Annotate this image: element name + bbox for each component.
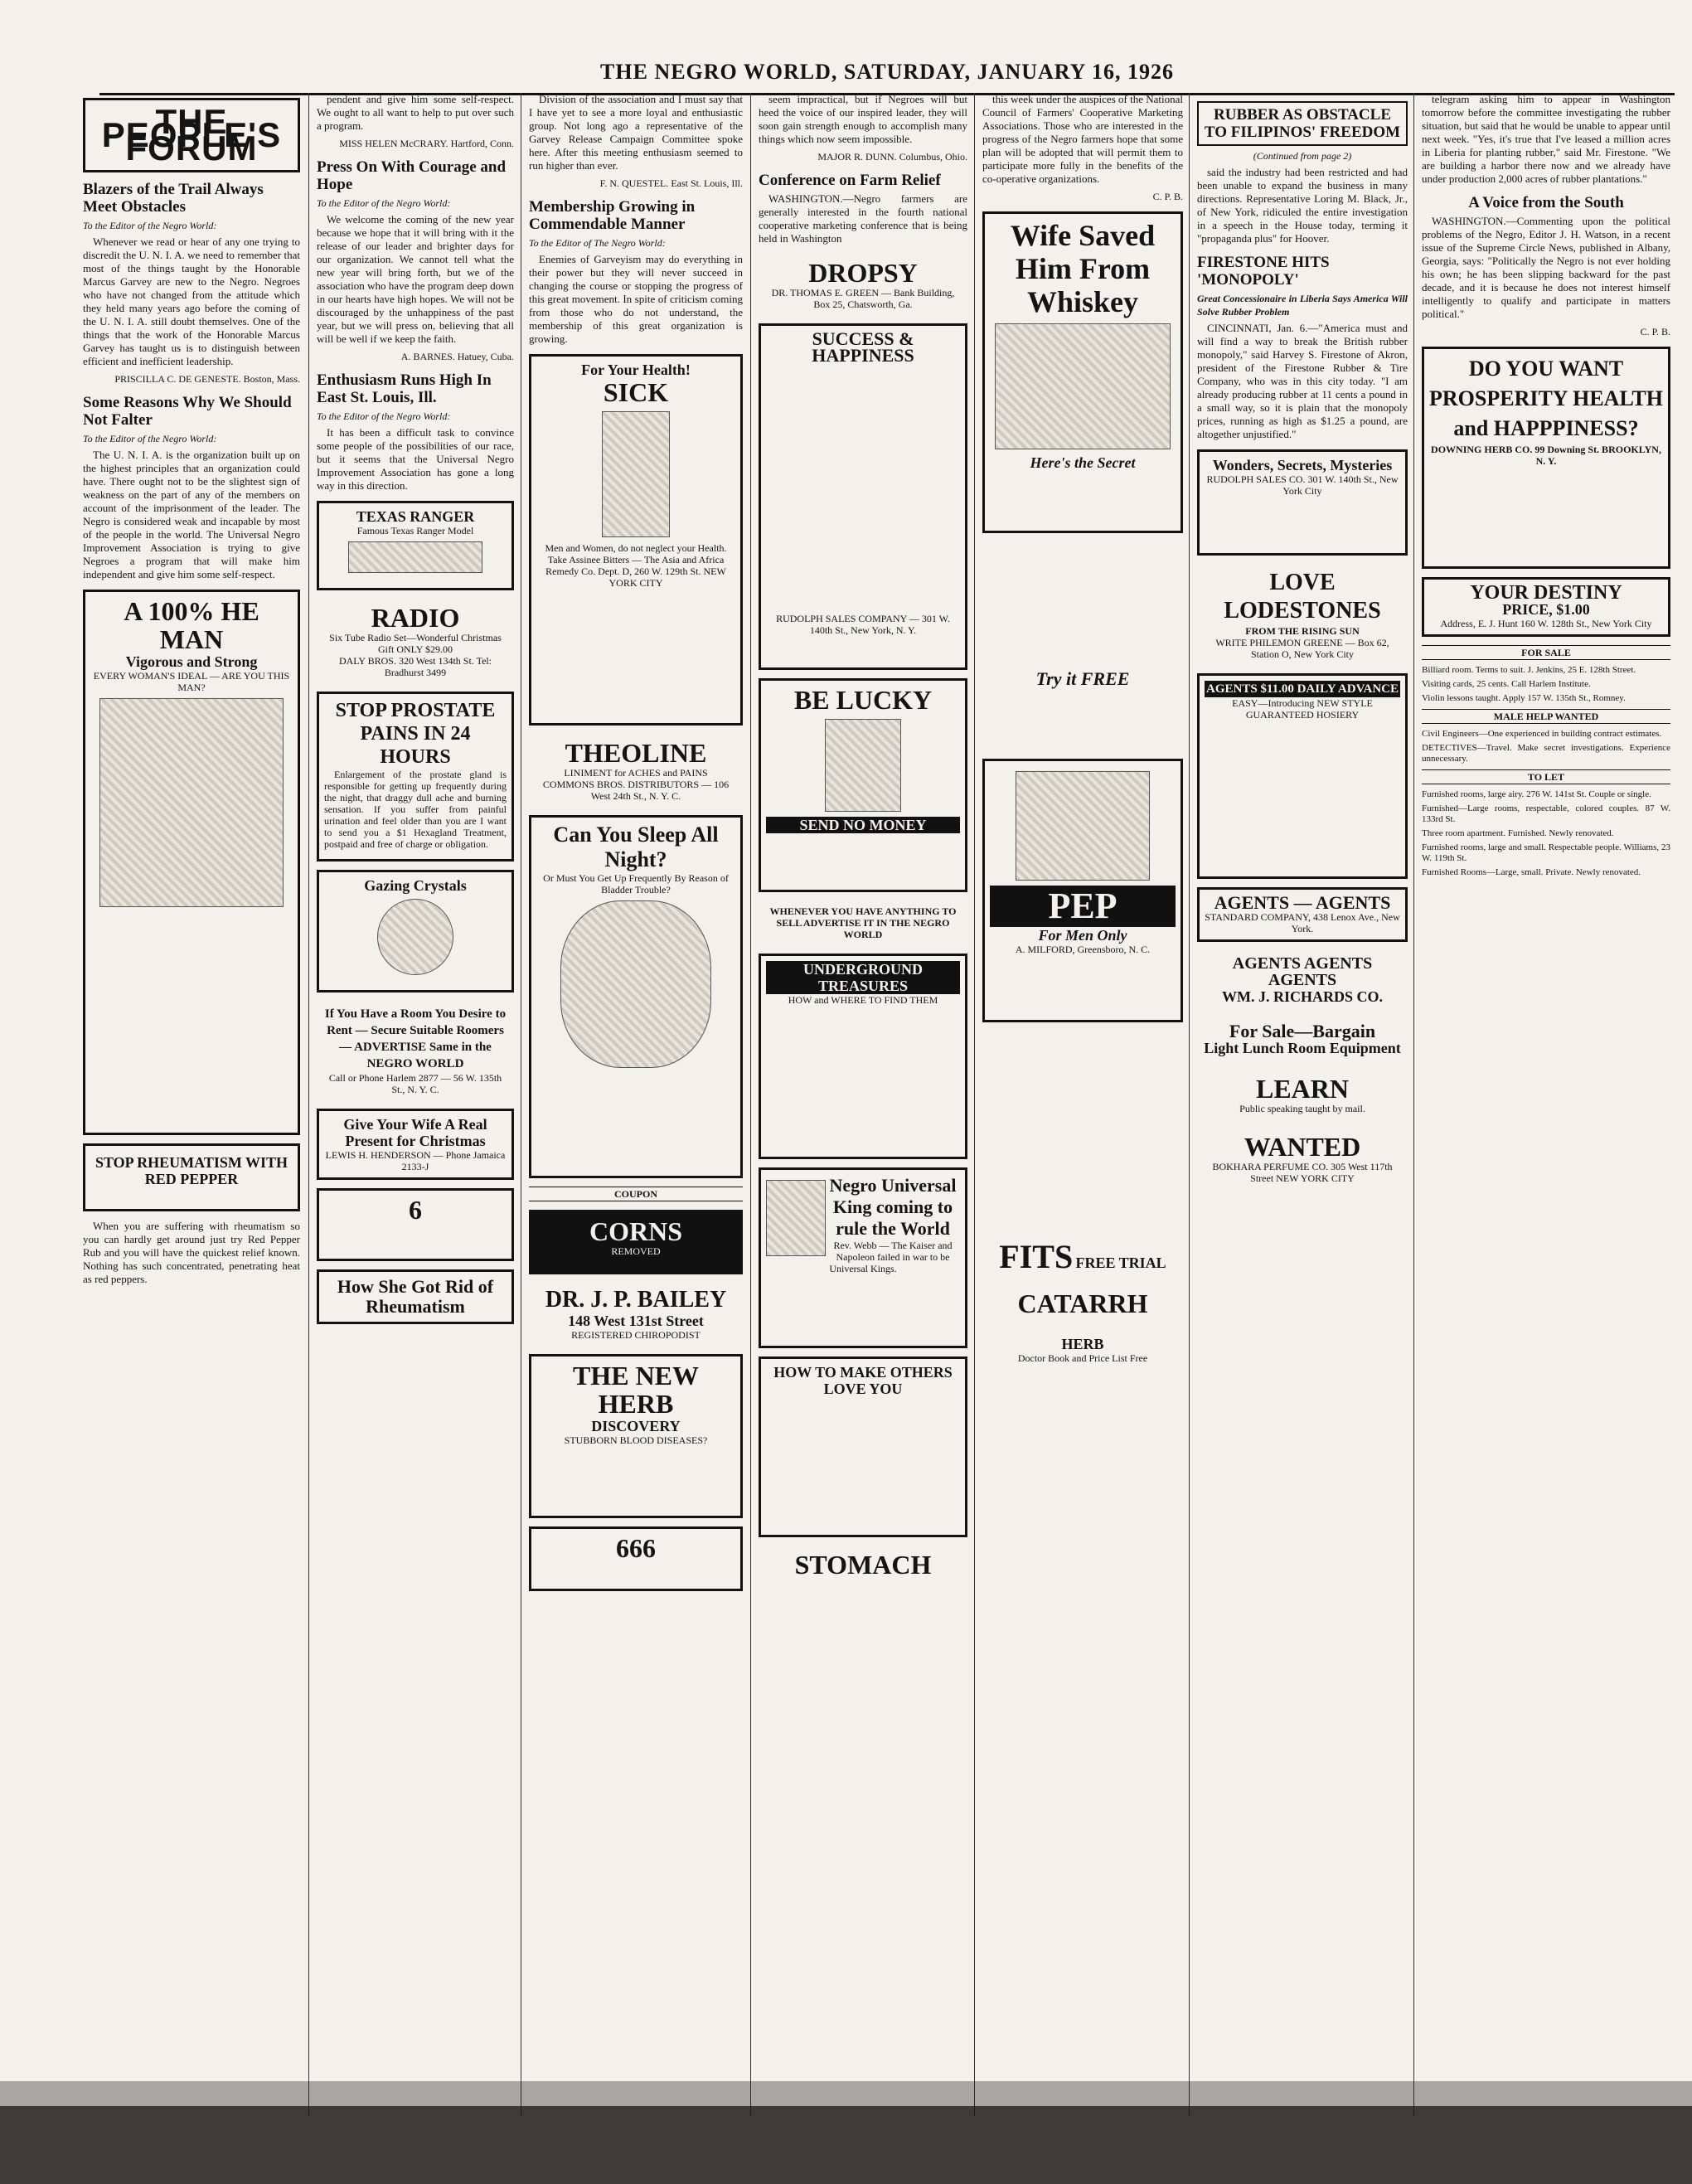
ad-headline: THEOLINE <box>565 738 707 768</box>
ad-headline: DO YOU WANT PROSPERITY HEALTH and HAPPPINESS? <box>1429 357 1663 440</box>
dropsy-ad <box>759 254 967 315</box>
ad-subhead: LINIMENT for ACHES and PAINS <box>564 767 708 779</box>
assinee-bitters-ad <box>529 354 743 726</box>
classified-item: Furnished rooms, large airy. 276 W. 141st St. Couple or single. <box>1422 789 1651 799</box>
love-you-ad <box>759 1357 967 1537</box>
classified-item: Civil Engineers—One experienced in building contract estimates. <box>1422 729 1662 739</box>
universal-king-ad <box>759 1167 967 1348</box>
he-man-ad <box>83 590 300 1135</box>
article-salutation: To the Editor of The Negro World: <box>529 237 666 249</box>
ad-headline: FITS <box>999 1238 1074 1275</box>
ad-headline: Give Your Wife A Real Present for Christmas <box>343 1116 487 1149</box>
article-salutation: To the Editor of the Negro World: <box>317 410 451 422</box>
article-signature: C. P. B. <box>1640 326 1670 337</box>
ad-headline: BE LUCKY <box>793 685 933 715</box>
classified-item: Furnished Rooms—Large, small. Private. Newly renovated. <box>1422 867 1641 877</box>
column-rule <box>974 93 975 2116</box>
ad-text: WHENEVER YOU HAVE ANYTHING TO SELL ADVERTISE IT IN THE NEGRO WORLD <box>769 905 957 940</box>
ad-subhead: WM. J. RICHARDS CO. <box>1221 988 1383 1005</box>
ad-text: Public speaking taught by mail. <box>1239 1103 1365 1114</box>
article-signature: PRISCILLA C. DE GENESTE. Boston, Mass. <box>114 373 300 385</box>
ad-headline: DR. J. P. BAILEY <box>545 1287 727 1313</box>
666-ad <box>529 1526 743 1591</box>
coin-illustration <box>825 719 901 812</box>
family-illustration <box>995 323 1171 449</box>
ad-text: Doctor Book and Price List Free <box>1017 1352 1148 1364</box>
ad-headline: Try it FREE <box>1035 668 1130 689</box>
revolver-6-ad <box>317 1188 514 1261</box>
ad-text: Rev. Webb — The Kaiser and Napoleon failed in war to be Universal Kings. <box>829 1240 953 1274</box>
ad-headline: How She Got Rid of Rheumatism <box>337 1276 494 1317</box>
article-signature: MISS HELEN McCRARY. Hartford, Conn. <box>339 138 514 149</box>
ad-text: Men and Women, do not neglect your Health. Take Assinee Bitters — The Asia and Africa Remedy Co. Dept. D, 260 W. 129th St. NEW YORK CITY <box>545 542 727 589</box>
ad-subhead: Light Lunch Room Equipment <box>1204 1040 1401 1056</box>
article-headline: A Voice from the South <box>1468 194 1624 211</box>
column-4 <box>759 93 967 2116</box>
article-body: Division of the association and I must say that I have yet to see a more loyal and enthusiastic group. Not long ago a representative of the Garvey Release Campaign Committee spoke here. After this meeting enthusiasm seemed to run higher than ever. <box>529 93 743 172</box>
ad-body: When you are suffering with rheumatism so you can hardly get around just try Red Pepper Rub and you will have the quickest relief known. Nothing has such concentrated, penetrating heat as red peppers. <box>83 1220 300 1285</box>
article-body: Whenever we read or hear of any one trying to discredit the U. N. I. A. we need to remember that most of the things taught by the Honorable Marcus Garvey are new to the Negro. Negroes who have not changed from the attitude which they held many years ago before the coming of the U. N. I. A. still doubt themselves. One of the things that the work of the Honorable Marcus Garvey has taught us is to distinguish between efficient and inefficient leadership. <box>83 235 300 367</box>
article-salutation: To the Editor of the Negro World: <box>83 220 217 231</box>
ad-subhead: FREE TRIAL <box>1075 1255 1166 1271</box>
article-body: WASHINGTON.—Commenting upon the political problems of the Negro, Editor J. H. Watson, in a recent issue of the Supreme Circle News, published in Albany, Georgia, says: "Politically the Negro is not ever holding his own; he has been slipping backward for the past decade, and it is because he does not interest himself intelligently to qualify and participate in matters political." <box>1422 215 1670 320</box>
article-body: WASHINGTON.—Negro farmers are generally interested in the fourth national cooperative marketing conference that is being held in Washington <box>759 192 967 245</box>
column-rule <box>750 93 751 2116</box>
column-rule <box>1189 93 1190 2116</box>
stomach-ad <box>759 1546 967 1584</box>
article-body: The U. N. I. A. is the organization built up on the highest principles that an organization could have. There ought not to be the slightest sign of weakness on the part of any of the members on account of the imprisonment of the leader. The Negro is considered weak and incapable by most of the people in the world. The Universal Negro Improvement Association is trying to give Negroes a program that will make him independent and give him some self-respect. <box>83 449 300 580</box>
advertise-notice <box>759 900 967 945</box>
learn-ad <box>1197 1070 1408 1119</box>
ad-headline: TEXAS RANGER <box>356 508 475 525</box>
ad-text: RUDOLPH SALES CO. 301 W. 140th St., New York City <box>1206 473 1399 497</box>
ad-headline: AGENTS $11.00 DAILY ADVANCE <box>1205 682 1399 696</box>
ad-text: STUBBORN BLOOD DISEASES? <box>564 1434 708 1446</box>
ad-text: DALY BROS. 320 West 134th St. Tel: Bradhurst 3499 <box>338 655 492 678</box>
couple-illustration <box>99 698 284 907</box>
ad-headline: 666 <box>616 1533 656 1563</box>
article-signature: MAJOR R. DUNN. Columbus, Ohio. <box>817 151 967 163</box>
ad-headline: Wife Saved Him From Whiskey <box>1010 219 1156 318</box>
ad-headline: HERB <box>1061 1336 1104 1352</box>
ad-headline: CORNS <box>589 1216 682 1246</box>
classified-item: Furnished rooms, large and small. Respectable people. Williams, 23 W. 119th St. <box>1422 842 1670 863</box>
crystal-ball-illustration <box>377 899 453 975</box>
ad-subhead: Here's the Secret <box>1030 454 1136 471</box>
radio-ad <box>317 599 514 683</box>
article-subhead: (Continued from page 2) <box>1253 150 1352 162</box>
ad-headline: LOVE LODESTONES <box>1224 570 1381 624</box>
ad-text: WRITE PHILEMON GREENE — Box 62, Station O, New York City <box>1215 637 1389 660</box>
article-signature: A. BARNES. Hatuey, Cuba. <box>400 351 514 362</box>
article-headline: Press On With Courage and Hope <box>317 158 507 193</box>
ad-headline: Gazing Crystals <box>364 877 467 894</box>
fits-ad <box>982 1238 1183 1276</box>
ad-headline: Can You Sleep All Night? <box>553 823 719 871</box>
ad-subhead: 148 West 131st Street <box>568 1313 704 1329</box>
article-body: We welcome the coming of the new year because we hope that it will bring with it the release of our leader and brighter days for our organization. We cannot tell what the new year will bring forth, but we of the association who have the program deep down in our hearts have high hopes. We will not be discouraged by the unhappiness of the past year, but we will press on, believing that all will be well if we keep the faith. <box>317 213 514 345</box>
ad-text: BOKHARA PERFUME CO. 305 West 117th Street NEW YORK CITY <box>1212 1161 1393 1184</box>
ad-subhead: SEND NO MONEY <box>766 817 960 833</box>
agents-richards-ad <box>1197 950 1408 1010</box>
ad-headline: SICK <box>603 377 669 407</box>
article-headline: Some Reasons Why We Should Not Falter <box>83 394 292 429</box>
ad-headline: AGENTS AGENTS AGENTS <box>1232 954 1373 989</box>
christmas-present-ad <box>317 1109 514 1180</box>
sleep-ad <box>529 815 743 1178</box>
ad-text: COMMONS BROS. DISTRIBUTORS — 106 West 24th St., N. Y. C. <box>542 779 730 802</box>
scan-smear <box>0 2081 1692 2106</box>
ad-headline: DROPSY <box>808 258 918 288</box>
ad-text: A. MILFORD, Greensboro, N. C. <box>1015 944 1151 955</box>
texas-ranger-ad <box>317 501 514 590</box>
ad-body: Enlargement of the prostate gland is responsible for getting up frequently during the night, that draggy dull ache and burning sensation. If you suffer from painful urination and feel older than you are I want to send you a $1 Hexagland Treatment, postpaid and free of charge or obligation. <box>324 769 507 850</box>
article-headline: Blazers of the Trail Always Meet Obstacles <box>83 181 264 216</box>
classified-item: Visiting cards, 25 cents. Call Harlem Institute. <box>1422 679 1591 689</box>
ad-subhead: For Your Health! <box>581 362 691 378</box>
wonders-secrets-ad <box>1197 449 1408 556</box>
ad-text: EASY—Introducing NEW STYLE GUARANTEED HOSIERY <box>1232 697 1373 721</box>
classified-heading: FOR SALE <box>1422 645 1670 660</box>
success-happiness-ad <box>759 323 967 670</box>
article-salutation: To the Editor of the Negro World: <box>83 433 217 444</box>
pep-ad <box>982 759 1183 1022</box>
classified-item: Violin lessons taught. Apply 157 W. 135th St., Romney. <box>1422 693 1626 703</box>
coupon-label: COUPON <box>529 1187 743 1201</box>
wanted-ad <box>1197 1128 1408 1189</box>
article-signature: C. P. B. <box>1152 191 1183 202</box>
ad-headline: RADIO <box>371 603 460 633</box>
theoline-ad <box>529 734 743 807</box>
ad-text: Call or Phone Harlem 2877 — 56 W. 135th St., N. Y. C. <box>328 1072 502 1095</box>
wife-saved-ad <box>982 211 1183 533</box>
ad-headline: Negro Universal King coming to rule the World <box>829 1175 957 1239</box>
ad-text: STANDARD COMPANY, 438 Lenox Ave., New York. <box>1205 911 1400 934</box>
agents-standard-ad <box>1197 887 1408 942</box>
ad-text: RUDOLPH SALES COMPANY — 301 W. 140th St., New York, N. Y. <box>776 613 950 636</box>
masthead: THE NEGRO WORLD, SATURDAY, JANUARY 16, 1926 <box>99 60 1675 95</box>
ad-headline: Wonders, Secrets, Mysteries <box>1212 457 1393 473</box>
be-lucky-ad <box>759 678 967 892</box>
article-signature: F. N. QUESTEL. East St. Louis, Ill. <box>599 177 743 189</box>
article-headline: Membership Growing in Commendable Manner <box>529 198 696 233</box>
column-rule <box>308 93 309 2116</box>
scan-smear <box>0 2106 1692 2184</box>
ad-text: DOWNING HERB CO. 99 Downing St. BROOKLYN, N. Y. <box>1431 444 1661 467</box>
article-headline: Enthusiasm Runs High In East St. Louis, Ill. <box>317 371 492 406</box>
article-headline: Conference on Farm Relief <box>759 172 941 189</box>
classified-item: Furnished—Large rooms, respectable, colored couples. 87 W. 133rd St. <box>1422 803 1670 824</box>
ad-headline: PEP <box>990 886 1176 927</box>
ad-text: EVERY WOMAN'S IDEAL — ARE YOU THIS MAN? <box>93 670 290 693</box>
ad-text: LEWIS H. HENDERSON — Phone Jamaica 2133-J <box>325 1149 506 1172</box>
ad-headline: STOP RHEUMATISM WITH RED PEPPER <box>95 1154 288 1187</box>
new-herb-ad <box>529 1354 743 1518</box>
ad-subhead: DISCOVERY <box>591 1418 681 1434</box>
article-body: Enemies of Garveyism may do everything in their power but they will never succeed in changing the course or stopping the progress of this great movement. In spite of criticism coming from those who do not understand, the membership of this great organization is growing. <box>529 253 743 345</box>
column-5 <box>982 93 1183 2116</box>
article-body: CINCINNATI, Jan. 6.—"America must and will find a way to break the British rubber monopoly," said Harvey S. Firestone of Akron, president of the Firestone Rubber & Tire Company, who was in this city today. "I am already producing rubber at 11 cents a pound in a small way, so it is plain that the monopoly prices, running as high as $1.25 a pound, are altogether unjustified." <box>1197 322 1408 440</box>
catarrh-ad <box>982 1284 1183 1323</box>
article-headline: RUBBER AS OBSTACLE TO FILIPINOS' FREEDOM <box>1197 101 1408 146</box>
ad-text: Famous Texas Ranger Model <box>356 525 474 536</box>
article-body: said the industry had been restricted and had been unable to expand the business in many directions. Representative Loring M. Black, Jr., of New York, ridiculed the entire investigation in a speech in the House today, terming it "propaganda plus" for Hoover. <box>1197 166 1408 245</box>
classified-heading: TO LET <box>1422 769 1670 784</box>
ad-text: DR. THOMAS E. GREEN — Bank Building, Box 25, Chatsworth, Ga. <box>771 287 955 310</box>
article-salutation: To the Editor of the Negro World: <box>317 197 451 209</box>
column-1 <box>83 93 300 2116</box>
herb-book-ad <box>982 1331 1183 1369</box>
portrait-webb <box>766 1180 826 1256</box>
ad-text: REGISTERED CHIROPODIST <box>571 1329 701 1341</box>
prostate-ad <box>317 692 514 861</box>
bottle-illustration <box>602 411 670 537</box>
column-2 <box>317 93 514 2116</box>
classified-item: DETECTIVES—Travel. Make secret investigations. Experience unnecessary. <box>1422 743 1670 764</box>
old-man-portrait <box>560 900 711 1068</box>
ad-subhead: Or Must You Get Up Frequently By Reason of Bladder Trouble? <box>543 872 729 895</box>
underground-treasures-ad <box>759 954 967 1159</box>
ad-text: Address, E. J. Hunt 160 W. 128th St., New York City <box>1440 618 1652 629</box>
column-7 <box>1422 93 1670 2116</box>
classified-ads <box>1422 645 1670 878</box>
corns-ad <box>529 1210 743 1274</box>
ad-headline: YOUR DESTINY <box>1470 582 1622 604</box>
hosiery-agents-ad <box>1197 673 1408 879</box>
ad-headline: For Sale—Bargain <box>1229 1021 1376 1041</box>
ad-subhead: For Men Only <box>1038 927 1127 944</box>
classified-item: Three room apartment. Furnished. Newly renovated. <box>1422 828 1614 838</box>
ad-subhead: FROM THE RISING SUN <box>1245 625 1360 637</box>
ad-headline: HOW TO MAKE OTHERS LOVE YOU <box>773 1364 953 1397</box>
ad-subhead: Six Tube Radio Set—Wonderful Christmas Gift ONLY $29.00 <box>329 632 502 655</box>
try-free-ad <box>982 666 1183 692</box>
article-body: this week under the auspices of the National Council of Farmers' Cooperative Marketing Associations. Those who are interested in the progress of the Negro farmers hope that some plan will be adopted that will permit them to participate more fully in the benefits of the co-operative organizations. <box>982 93 1183 185</box>
ad-headline: If You Have a Room You Desire to Rent — Secure Suitable Roomers — ADVERTISE Same in the NEGRO WORLD <box>324 1007 507 1070</box>
ad-headline: UNDERGROUND TREASURES <box>766 961 960 994</box>
ad-headline: WANTED <box>1244 1132 1361 1162</box>
gazing-crystals-ad <box>317 870 514 993</box>
article-body: It has been a difficult task to convince some people of the possibilities of our race, but it seems that the Universal Negro Improvement Association has gone a long way in this direction. <box>317 426 514 492</box>
ad-text: REMOVED <box>611 1245 661 1257</box>
prosperity-ad <box>1422 347 1670 569</box>
classified-heading: MALE HELP WANTED <box>1422 709 1670 724</box>
ad-headline: STOP PROSTATE PAINS IN 24 HOURS <box>335 700 496 768</box>
ad-headline: STOMACH <box>794 1550 932 1580</box>
column-3 <box>529 93 743 2116</box>
ad-headline: A 100% HE MAN <box>124 596 259 654</box>
article-headline: FIRESTONE HITS 'MONOPOLY' <box>1197 254 1330 289</box>
revolver-illustration <box>348 541 482 573</box>
bailey-chiropodist-ad <box>529 1283 743 1346</box>
ad-subhead: Vigorous and Strong <box>125 653 258 670</box>
peoples-forum-title: THE PEOPLE'S FORUM <box>83 98 300 172</box>
lunch-room-ad <box>1197 1018 1408 1061</box>
rheumatism-ad-header <box>83 1143 300 1211</box>
ad-headline: 6 <box>409 1195 422 1225</box>
article-body: seem impractical, but if Negroes will but heed the voice of our inspired leader, they will soon gain strength enough to accomplish many things which now seem impossible. <box>759 93 967 145</box>
love-lodestones-ad <box>1197 564 1408 665</box>
rheumatism-story-ad <box>317 1269 514 1324</box>
article-subhead: Great Concessionaire in Liberia Says America Will Solve Rubber Problem <box>1197 293 1408 318</box>
ad-headline: CATARRH <box>1017 1289 1148 1318</box>
ad-headline: THE NEW HERB <box>572 1361 700 1419</box>
ad-headline: AGENTS — AGENTS <box>1214 892 1391 913</box>
ad-subhead: PRICE, $1.00 <box>1502 601 1590 618</box>
column-6 <box>1197 93 1408 2116</box>
boy-illustration <box>1016 771 1150 881</box>
classified-item: Billiard room. Terms to suit. J. Jenkins, 25 E. 128th Street. <box>1422 665 1636 675</box>
destiny-ad <box>1422 577 1670 637</box>
rooms-ad <box>317 1001 514 1100</box>
ad-text: HOW and WHERE TO FIND THEM <box>788 994 938 1006</box>
article-body: telegram asking him to appear in Washington tomorrow before the committee investigating the rubber situation, but said that he would be unable to appear until next week. "Yes, it's true that I've leased a million acres in Liberia for planting rubber," said Mr. Firestone. "We are building a harbor there now and we already have under production 2,000 acres of rubber plantations." <box>1422 93 1670 185</box>
ad-headline: SUCCESS & HAPPINESS <box>812 328 914 366</box>
column-rule <box>1413 93 1414 2116</box>
ad-headline: LEARN <box>1255 1074 1349 1104</box>
article-body: pendent and give him some self-respect. We ought to all want to help to put over such a program. <box>317 93 514 132</box>
